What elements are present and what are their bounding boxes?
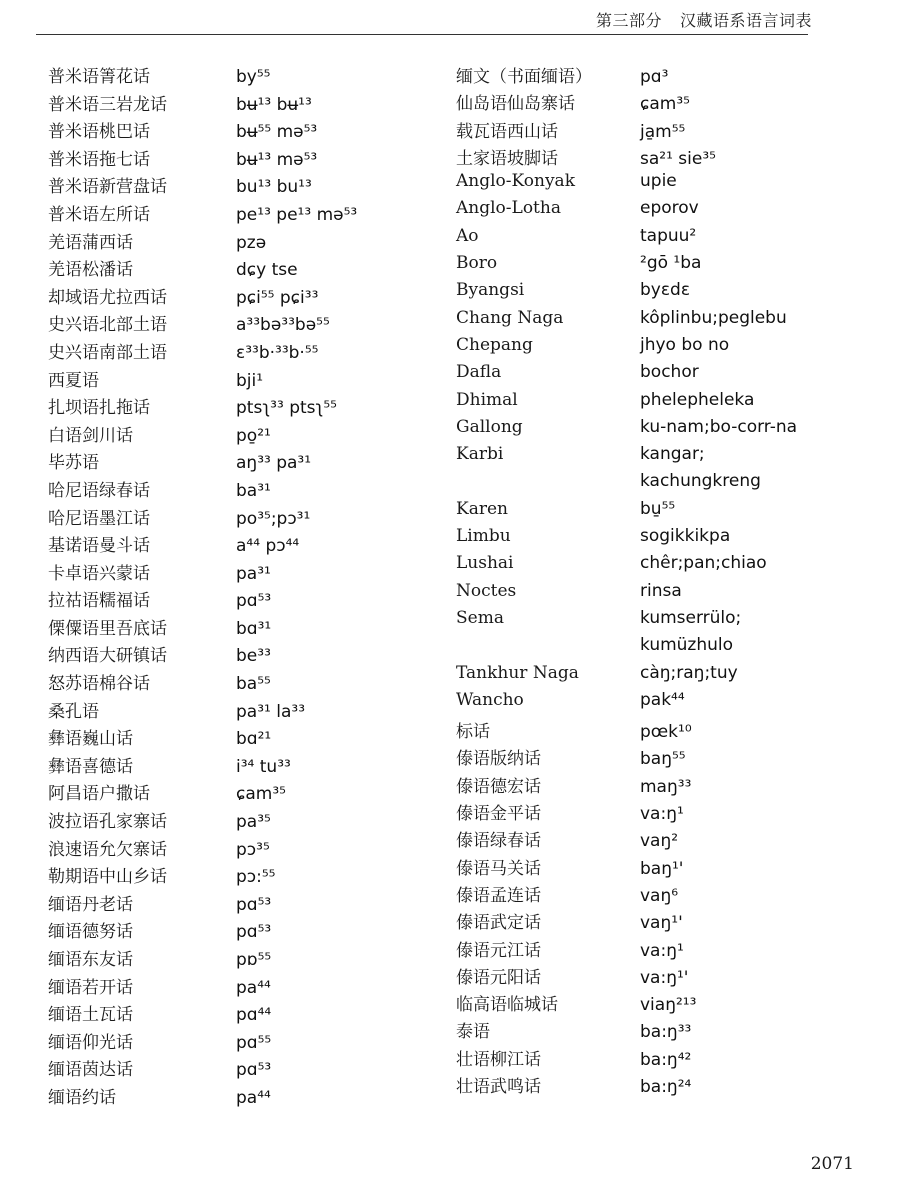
language-name: 彝语巍山话 xyxy=(48,729,133,750)
language-name: Lushai xyxy=(456,553,514,574)
entry-row xyxy=(48,90,468,118)
language-name: 傈僳语里吾底话 xyxy=(48,618,167,639)
language-name: 傣语绿春话 xyxy=(456,831,541,852)
word-form: viaŋ²¹³ xyxy=(640,995,697,1016)
language-name: 临高语临城话 xyxy=(456,995,558,1016)
entry-row xyxy=(48,697,468,725)
language-name: Chang Naga xyxy=(456,307,564,328)
entry-row xyxy=(48,917,468,945)
entry-row xyxy=(456,499,876,526)
word-form: po³⁵;pɔ³¹ xyxy=(236,508,311,529)
language-name: 勒期语中山乡话 xyxy=(48,867,167,888)
entry-row xyxy=(456,963,876,990)
entry-row xyxy=(456,854,876,881)
language-name: 傣语元阳话 xyxy=(456,967,541,988)
language-name: 缅语东友话 xyxy=(48,950,133,970)
entry-row xyxy=(48,752,468,780)
entry-row xyxy=(48,807,468,835)
word-form: bɑ³¹ xyxy=(236,618,272,639)
language-name: 缅语约话 xyxy=(48,1087,116,1108)
word-form: kachungkreng xyxy=(640,471,761,492)
entry-row xyxy=(456,936,876,963)
entry-row xyxy=(48,1055,468,1083)
word-form: by⁵⁵ xyxy=(236,67,271,87)
word-form: pɑ⁵³ xyxy=(236,922,272,943)
language-name: Noctes xyxy=(456,580,517,601)
language-name: 普米语拖七话 xyxy=(48,149,150,170)
language-name: 壮语柳江话 xyxy=(456,1049,541,1070)
word-form: ba³¹ xyxy=(236,480,271,501)
entry-row xyxy=(456,1017,876,1044)
language-name: 傣语马关话 xyxy=(456,858,541,879)
language-name: 桑孔语 xyxy=(48,701,99,722)
entry-row xyxy=(48,62,468,90)
entry-row xyxy=(456,772,876,799)
entry-row xyxy=(456,253,876,280)
word-form: sa²¹ sie³⁵ xyxy=(640,148,716,169)
word-form: bʉ¹³ mə⁵³ xyxy=(236,149,318,170)
language-name: 哈尼语墨江话 xyxy=(48,508,150,529)
language-name: 怒苏语棉谷话 xyxy=(48,674,150,695)
entry-row xyxy=(456,826,876,853)
entry-row xyxy=(48,862,468,890)
entry-row xyxy=(48,724,468,752)
entry-row xyxy=(456,744,876,771)
header-title: 汉藏语系语言词表 xyxy=(679,11,812,30)
entry-row xyxy=(456,1072,876,1099)
entry-row xyxy=(48,338,468,366)
word-form: jhyo bo no xyxy=(640,334,730,355)
language-name: Dafla xyxy=(456,362,502,383)
entry-row xyxy=(456,171,876,198)
entry-row xyxy=(48,614,468,642)
entry-row xyxy=(48,145,468,173)
entry-row xyxy=(456,1045,876,1072)
entry-row xyxy=(456,799,876,826)
word-form: ku-nam;bo-corr-na xyxy=(640,416,798,437)
entry-row xyxy=(456,471,876,498)
word-form: bʉ⁵⁵ mə⁵³ xyxy=(236,122,318,143)
language-name: 西夏语 xyxy=(48,370,99,391)
word-form: pɔ³⁵ xyxy=(236,839,270,860)
language-name: 纳西语大研镇话 xyxy=(48,646,167,667)
left-column xyxy=(48,62,468,1111)
word-form: vaŋ⁶ xyxy=(640,885,679,906)
language-name: 普米语左所话 xyxy=(48,204,150,225)
entry-row xyxy=(456,608,876,635)
language-name: 彝语喜德话 xyxy=(48,756,133,777)
entry-row xyxy=(48,448,468,476)
language-name: 普米语桃巴话 xyxy=(48,122,150,143)
entry-row xyxy=(48,255,468,283)
language-name: 羌语蒲西话 xyxy=(48,232,133,253)
entry-row xyxy=(48,421,468,449)
language-name: Ao xyxy=(456,225,479,246)
word-form: sogikkikpa xyxy=(640,526,731,547)
entry-row xyxy=(456,89,876,116)
word-form: pɑ⁴⁴ xyxy=(236,1005,272,1026)
language-name: Boro xyxy=(456,253,498,274)
word-form: pa⁴⁴ xyxy=(236,1087,271,1108)
running-header xyxy=(578,8,812,31)
language-name: 载瓦语西山话 xyxy=(456,121,558,142)
word-form: tapuu² xyxy=(640,225,697,246)
entry-row xyxy=(48,531,468,559)
entry-row xyxy=(48,228,468,256)
word-form: càŋ;raŋ;tuy xyxy=(640,662,738,683)
language-name: Gallong xyxy=(456,416,523,437)
word-form: a³³bə³³bə⁵⁵ xyxy=(236,315,330,336)
entry-row xyxy=(456,226,876,253)
language-name: 傣语武定话 xyxy=(456,913,541,934)
word-form: chêr;pan;chiao xyxy=(640,553,767,574)
word-form: pa³¹ xyxy=(236,563,271,584)
word-form: pɑ³ xyxy=(640,67,669,87)
entry-row xyxy=(48,559,468,587)
word-form: pɑ⁵³ xyxy=(236,591,272,612)
entry-row xyxy=(48,1028,468,1056)
language-name: 波拉语孔家寨话 xyxy=(48,812,167,833)
entry-row xyxy=(456,198,876,225)
word-form: dɕy tse xyxy=(236,260,298,281)
language-name: 卡卓语兴蒙话 xyxy=(48,563,150,584)
entry-row xyxy=(456,117,876,144)
language-name: 普米语箐花话 xyxy=(48,67,150,87)
entry-row xyxy=(456,526,876,553)
word-form: ba:ŋ⁴² xyxy=(640,1049,692,1070)
language-name: 史兴语北部土语 xyxy=(48,315,167,336)
word-form: pa⁴⁴ xyxy=(236,977,271,998)
language-name: Anglo-Lotha xyxy=(456,198,561,219)
entry-row xyxy=(48,172,468,200)
word-form: pɑ⁵³ xyxy=(236,894,272,915)
entry-row xyxy=(48,117,468,145)
word-form: bʉ¹³ bʉ¹³ xyxy=(236,94,312,115)
word-form: pɕi⁵⁵ pɕi³³ xyxy=(236,287,319,308)
entry-row xyxy=(456,144,876,171)
entry-row xyxy=(456,881,876,908)
language-name: 泰语 xyxy=(456,1022,490,1043)
word-form: pɑ⁵⁵ xyxy=(236,1032,272,1053)
language-name: 土家语坡脚话 xyxy=(456,148,558,169)
word-form: rinsa xyxy=(640,580,682,601)
language-name: 傣语孟连话 xyxy=(456,885,541,906)
entry-row xyxy=(456,990,876,1017)
entry-row xyxy=(48,393,468,421)
word-form: kôplinbu;peglebu xyxy=(640,307,787,328)
entry-row xyxy=(48,779,468,807)
word-form: be³³ xyxy=(236,646,271,667)
word-form: aŋ³³ pa³¹ xyxy=(236,453,312,474)
word-form: va:ŋ¹ xyxy=(640,940,684,961)
entry-row xyxy=(48,1083,468,1111)
word-form: pɔ:⁵⁵ xyxy=(236,867,276,888)
word-form: va:ŋ¹ xyxy=(640,804,684,825)
word-form: bu¹³ bu¹³ xyxy=(236,177,312,198)
language-name: Anglo-Konyak xyxy=(456,171,575,192)
language-name: 仙岛语仙岛寨话 xyxy=(456,94,575,115)
entry-row xyxy=(48,586,468,614)
word-form: bɑ²¹ xyxy=(236,729,272,750)
language-name: 缅语若开话 xyxy=(48,977,133,998)
language-name: Karen xyxy=(456,498,508,519)
word-form: kumüzhulo xyxy=(640,635,734,656)
word-form: pak⁴⁴ xyxy=(640,689,685,710)
language-name: 壮语武鸣话 xyxy=(456,1076,541,1097)
language-name: Tankhur Naga xyxy=(456,662,579,683)
language-name: 史兴语南部土语 xyxy=(48,342,167,363)
word-form: bu̱⁵⁵ xyxy=(640,498,676,519)
language-name: Limbu xyxy=(456,526,511,547)
word-form: a⁴⁴ pɔ⁴⁴ xyxy=(236,536,300,557)
word-form: pe¹³ pe¹³ mə⁵³ xyxy=(236,204,358,225)
entry-row xyxy=(48,669,468,697)
entry-row xyxy=(48,283,468,311)
right-column xyxy=(456,62,876,1099)
entry-row xyxy=(48,1000,468,1028)
language-name: 缅语丹老话 xyxy=(48,894,133,915)
language-name: Byangsi xyxy=(456,280,525,301)
language-name: 缅文（书面缅语） xyxy=(456,67,592,87)
entry-row xyxy=(456,280,876,307)
language-name: 缅语仰光话 xyxy=(48,1032,133,1053)
word-form: pɒ⁵⁵ xyxy=(236,950,272,970)
language-name: Sema xyxy=(456,607,504,628)
language-name: Karbi xyxy=(456,444,504,465)
entry-row xyxy=(48,310,468,338)
language-name: 缅语茵达话 xyxy=(48,1060,133,1081)
language-name: Wancho xyxy=(456,689,524,710)
entry-row xyxy=(456,390,876,417)
language-name: 傣语元江话 xyxy=(456,940,541,961)
word-form: ɕam³⁵ xyxy=(640,94,690,115)
word-form: eporov xyxy=(640,198,699,219)
word-form: maŋ³³ xyxy=(640,776,692,797)
word-form: pœk¹⁰ xyxy=(640,722,692,743)
entry-row xyxy=(456,908,876,935)
word-form: va:ŋ¹' xyxy=(640,967,689,988)
language-name: 哈尼语绿春话 xyxy=(48,480,150,501)
language-name: Dhimal xyxy=(456,389,518,410)
word-form: ba:ŋ²⁴ xyxy=(640,1076,692,1097)
entry-row xyxy=(48,641,468,669)
word-form: bji¹ xyxy=(236,370,264,391)
entry-row xyxy=(456,444,876,471)
entry-row xyxy=(48,835,468,863)
word-form: kumserrülo; xyxy=(640,607,742,628)
word-form: pɑ⁵³ xyxy=(236,1060,272,1081)
word-form: bochor xyxy=(640,362,699,383)
header-rule xyxy=(36,34,808,35)
word-form: ɛ³³b·³³b·⁵⁵ xyxy=(236,342,319,363)
language-name: 扎坝语扎拖话 xyxy=(48,398,150,419)
language-name: 缅语土瓦话 xyxy=(48,1005,133,1026)
language-name: 傣语金平话 xyxy=(456,804,541,825)
language-name: 标话 xyxy=(456,722,490,743)
word-form: kangar; xyxy=(640,444,705,465)
word-form: baŋ¹' xyxy=(640,858,684,879)
word-form: pa³¹ la³³ xyxy=(236,701,306,722)
entry-row xyxy=(456,717,876,744)
word-form: ba:ŋ³³ xyxy=(640,1022,692,1043)
entry-row xyxy=(456,417,876,444)
language-name: 拉祜语糯福话 xyxy=(48,591,150,612)
word-form: ja̱m⁵⁵ xyxy=(640,121,686,142)
language-name: 傣语德宏话 xyxy=(456,776,541,797)
entry-row xyxy=(48,504,468,532)
language-name: 白语剑川话 xyxy=(48,425,133,446)
word-form: baŋ⁵⁵ xyxy=(640,749,686,770)
entry-row xyxy=(456,362,876,389)
entry-row xyxy=(456,635,876,662)
header-part: 第三部分 xyxy=(595,11,662,30)
language-name: 浪速语允欠寨话 xyxy=(48,839,167,860)
entry-row xyxy=(48,973,468,1001)
entry-row xyxy=(48,476,468,504)
word-form: phelepheleka xyxy=(640,389,755,410)
word-form: ²gō ¹ba xyxy=(640,253,702,274)
entry-row xyxy=(456,62,876,89)
word-form: vaŋ¹' xyxy=(640,913,683,934)
word-form: byɛdɛ xyxy=(640,280,691,301)
language-name: 却域语尤拉西话 xyxy=(48,287,167,308)
entry-row xyxy=(456,581,876,608)
language-name: 普米语三岩龙话 xyxy=(48,94,167,115)
word-form: i³⁴ tu³³ xyxy=(236,756,291,777)
language-name: 毕苏语 xyxy=(48,453,99,474)
entry-row xyxy=(456,553,876,580)
entry-row xyxy=(456,663,876,690)
word-form: po̱²¹ xyxy=(236,425,271,446)
word-form: upie xyxy=(640,171,677,192)
page-number: 2071 xyxy=(810,1154,854,1174)
word-form: pzə xyxy=(236,232,267,253)
entry-row xyxy=(456,690,876,717)
entry-row xyxy=(48,890,468,918)
language-name: 缅语德努话 xyxy=(48,922,133,943)
language-name: 羌语松潘话 xyxy=(48,260,133,281)
language-name: 基诺语曼斗话 xyxy=(48,536,150,557)
entry-row xyxy=(48,366,468,394)
entry-row xyxy=(456,335,876,362)
word-form: ptsʅ³³ ptsʅ⁵⁵ xyxy=(236,398,337,419)
entry-row xyxy=(456,308,876,335)
word-form: pa³⁵ xyxy=(236,812,271,833)
language-name: 傣语版纳话 xyxy=(456,749,541,770)
entry-row xyxy=(48,200,468,228)
language-name: Chepang xyxy=(456,334,533,355)
word-form: ɕam³⁵ xyxy=(236,784,286,805)
language-name: 普米语新营盘话 xyxy=(48,177,167,198)
entry-row xyxy=(48,945,468,973)
word-form: vaŋ² xyxy=(640,831,679,852)
word-form: ba⁵⁵ xyxy=(236,674,271,695)
language-name: 阿昌语户撒话 xyxy=(48,784,150,805)
